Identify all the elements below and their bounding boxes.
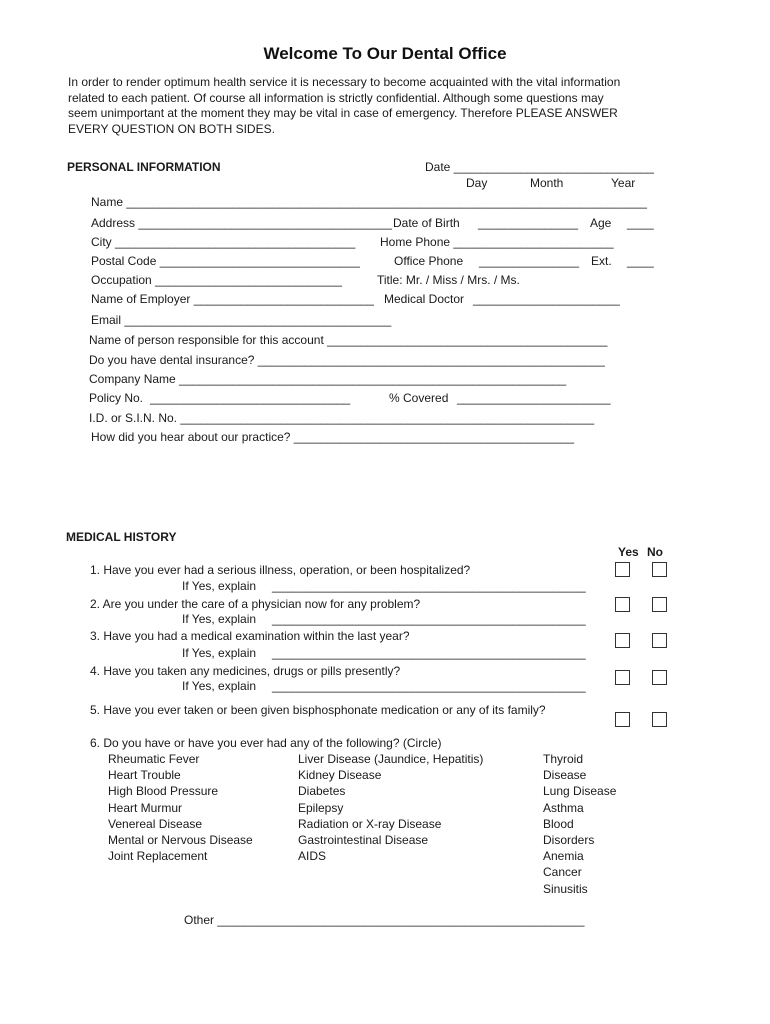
condition-item[interactable]: Radiation or X-ray Disease [298, 816, 442, 831]
address-field[interactable]: Address ______________________________________ [91, 216, 392, 230]
question-1: 1. Have you ever had a serious illness, operation, or been hospitalized? [90, 563, 471, 577]
intro-line: related to each patient. Of course all information is strictly confidential. Although some questions may [68, 90, 604, 105]
conditions-column-1 [108, 751, 253, 864]
no-column-label: No [647, 545, 663, 559]
condition-item[interactable]: Rheumatic Fever [108, 752, 200, 766]
date-of-birth-label: Date of Birth [393, 216, 460, 230]
condition-item[interactable]: Heart Murmur [108, 800, 183, 815]
other-conditions-field[interactable]: Other _______________________________________________________ [184, 913, 585, 927]
intro-paragraph [68, 75, 668, 137]
explain-field-2[interactable]: _______________________________________________ [272, 612, 586, 626]
date-month-label: Month [530, 176, 564, 190]
city-field[interactable]: City ____________________________________ [91, 235, 356, 249]
yes-column-label: Yes [618, 545, 639, 559]
employer-field[interactable]: Name of Employer ___________________________ [91, 292, 374, 306]
condition-item[interactable]: Heart Trouble [108, 768, 181, 783]
age-field[interactable]: ____ [627, 216, 654, 230]
intro-line: EVERY QUESTION ON BOTH SIDES. [68, 121, 275, 136]
q5-no-checkbox[interactable] [652, 712, 667, 727]
condition-item[interactable]: Blood [543, 816, 574, 831]
condition-item[interactable]: High Blood Pressure [108, 784, 219, 799]
condition-item[interactable]: Thyroid [543, 752, 584, 766]
question-2: 2. Are you under the care of a physician now for any problem? [90, 597, 421, 611]
occupation-field[interactable]: Occupation ____________________________ [91, 273, 342, 287]
condition-item[interactable]: AIDS [298, 849, 327, 864]
q4-no-checkbox[interactable] [652, 670, 667, 685]
condition-item[interactable]: Disorders [543, 833, 595, 848]
question-5: 5. Have you ever taken or been given bisphosphonate medication or any of its family? [90, 703, 546, 717]
age-label: Age [590, 216, 612, 230]
home-phone-field[interactable]: Home Phone ________________________ [380, 235, 614, 249]
intro-line: In order to render optimum health service it is necessary to become acquainted with the vital information [68, 75, 621, 89]
explain-label: If Yes, explain [182, 679, 257, 693]
explain-label: If Yes, explain [182, 612, 257, 626]
postal-code-field[interactable]: Postal Code ______________________________ [91, 254, 360, 268]
condition-item[interactable]: Liver Disease (Jaundice, Hepatitis) [298, 752, 484, 766]
q3-yes-checkbox[interactable] [615, 633, 630, 648]
question-3: 3. Have you had a medical examination within the last year? [90, 629, 410, 643]
explain-field-1[interactable]: _______________________________________________ [272, 579, 586, 593]
condition-item[interactable]: Diabetes [298, 784, 346, 799]
q2-yes-checkbox[interactable] [615, 597, 630, 612]
question-6: 6. Do you have or have you ever had any of the following? (Circle) [90, 736, 442, 750]
q3-no-checkbox[interactable] [652, 633, 667, 648]
name-field[interactable]: Name ______________________________________________________________________________ [91, 195, 647, 209]
ext-field[interactable]: ____ [627, 254, 654, 268]
condition-item[interactable]: Gastrointestinal Disease [298, 833, 429, 848]
q1-no-checkbox[interactable] [652, 562, 667, 577]
condition-item[interactable]: Anemia [543, 849, 584, 864]
q4-yes-checkbox[interactable] [615, 670, 630, 685]
responsible-person-field[interactable]: Name of person responsible for this account __________________________________________ [89, 333, 608, 347]
ext-label: Ext. [591, 254, 612, 268]
id-sin-field[interactable]: I.D. or S.I.N. No. ______________________________________________________________ [89, 411, 595, 425]
condition-item[interactable]: Kidney Disease [298, 768, 382, 783]
conditions-column-2 [298, 751, 483, 864]
condition-item[interactable]: Cancer [543, 865, 582, 880]
office-phone-label: Office Phone [394, 254, 464, 268]
medical-doctor-label: Medical Doctor [384, 292, 465, 306]
explain-label: If Yes, explain [182, 646, 257, 660]
condition-item[interactable]: Sinusitis [543, 881, 588, 896]
company-name-field[interactable]: Company Name __________________________________________________________ [89, 372, 567, 386]
condition-item[interactable]: Mental or Nervous Disease [108, 833, 253, 848]
q1-yes-checkbox[interactable] [615, 562, 630, 577]
page-title: Welcome To Our Dental Office [263, 44, 507, 63]
explain-label: If Yes, explain [182, 579, 257, 593]
percent-covered-field[interactable]: _______________________ [457, 391, 611, 405]
date-of-birth-field[interactable]: _______________ [478, 216, 579, 230]
condition-item[interactable]: Epilepsy [298, 800, 344, 815]
office-phone-field[interactable]: _______________ [479, 254, 580, 268]
explain-field-3[interactable]: _______________________________________________ [272, 646, 586, 660]
condition-item[interactable]: Asthma [543, 800, 584, 815]
email-field[interactable]: Email ________________________________________ [91, 313, 392, 327]
medical-doctor-field[interactable]: ______________________ [473, 292, 620, 306]
title-options[interactable]: Title: Mr. / Miss / Mrs. / Ms. [377, 273, 520, 287]
condition-item[interactable]: Lung Disease [543, 784, 617, 799]
date-year-label: Year [611, 176, 636, 190]
referral-source-field[interactable]: How did you hear about our practice? __________________________________________ [91, 430, 575, 444]
date-day-label: Day [466, 176, 488, 190]
q2-no-checkbox[interactable] [652, 597, 667, 612]
policy-no-label: Policy No. [89, 391, 144, 405]
condition-item[interactable]: Venereal Disease [108, 816, 203, 831]
explain-field-4[interactable]: _______________________________________________ [272, 679, 586, 693]
date-field[interactable]: Date ______________________________ [425, 160, 654, 174]
personal-info-heading: PERSONAL INFORMATION [67, 160, 221, 174]
conditions-column-3 [543, 751, 616, 897]
question-4: 4. Have you taken any medicines, drugs or pills presently? [90, 664, 401, 678]
medical-history-heading: MEDICAL HISTORY [66, 530, 177, 544]
q5-yes-checkbox[interactable] [615, 712, 630, 727]
percent-covered-label: % Covered [389, 391, 449, 405]
policy-no-field[interactable]: ______________________________ [150, 391, 351, 405]
intro-line: seem unimportant at the moment they may be vital in case of emergency. Therefore PLEASE ANSWER [68, 106, 618, 120]
condition-item[interactable]: Joint Replacement [108, 849, 208, 864]
condition-item[interactable]: Disease [543, 768, 587, 783]
dental-insurance-field[interactable]: Do you have dental insurance? ____________________________________________________ [89, 353, 605, 367]
